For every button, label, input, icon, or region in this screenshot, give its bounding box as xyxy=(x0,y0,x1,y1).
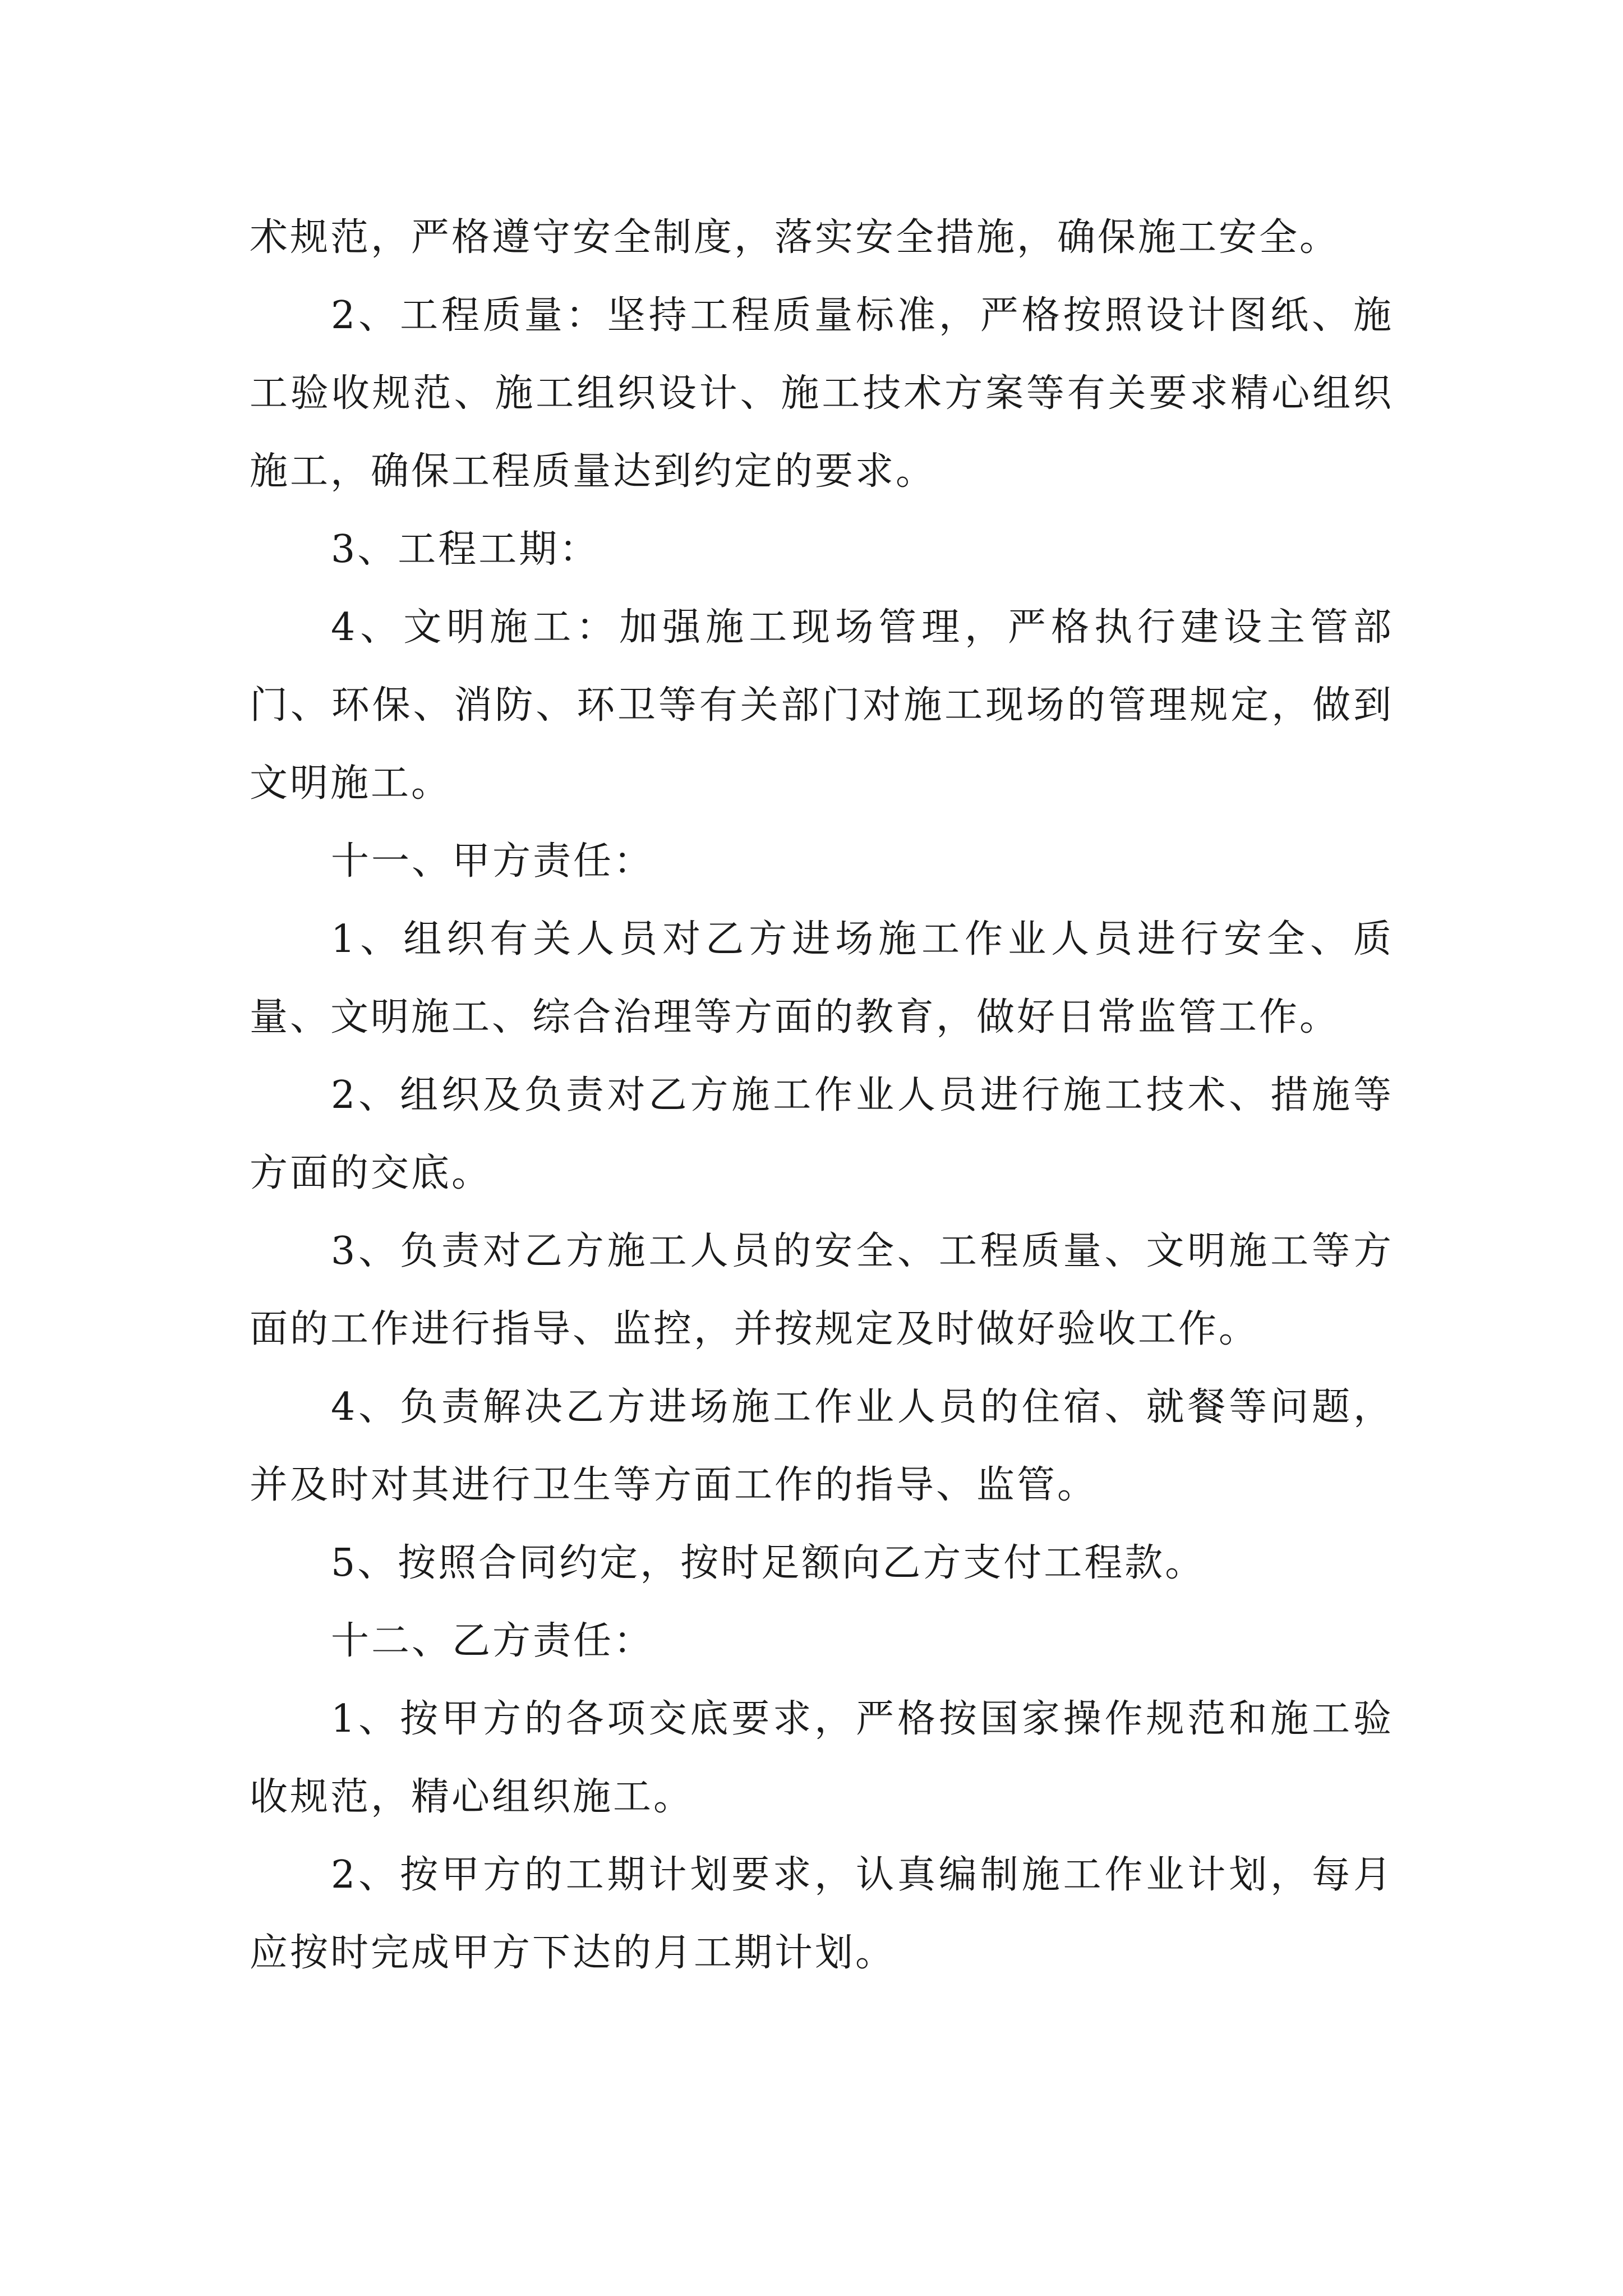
paragraph-party-a-item-5: 5、按照合同约定，按时足额向乙方支付工程款。 xyxy=(331,1541,1206,1585)
paragraph-civilized-construction: 4、文明施工：加强施工现场管理，严格执行建设主管部门、环保、消防、环卫等有关部门对施工现场的管理规定，做到文明施工。 xyxy=(250,605,1394,806)
paragraph-party-b-item-1: 1、按甲方的各项交底要求，严格按国家操作规范和施工验收规范，精心组织施工。 xyxy=(250,1697,1394,1819)
paragraph-party-a-item-3: 3、负责对乙方施工人员的安全、工程质量、文明施工等方面的工作进行指导、监控，并按规定及时做好验收工作。 xyxy=(250,1229,1394,1351)
paragraph-party-a-item-1: 1、组织有关人员对乙方进场施工作业人员进行安全、质量、文明施工、综合治理等方面的教育，做好日常监管工作。 xyxy=(250,917,1394,1039)
heading-party-b-responsibility: 十二、乙方责任： xyxy=(331,1619,654,1663)
paragraph-continuation: 术规范，严格遵守安全制度，落实安全措施，确保施工安全。 xyxy=(250,215,1340,260)
paragraph-party-a-item-2: 2、组织及负责对乙方施工作业人员进行施工技术、措施等方面的交底。 xyxy=(250,1073,1394,1195)
paragraph-party-b-item-2: 2、按甲方的工期计划要求，认真编制施工作业计划，每月应按时完成甲方下达的月工期计划。 xyxy=(250,1853,1394,1975)
heading-party-a-responsibility: 十一、甲方责任： xyxy=(331,839,654,884)
paragraph-engineering-schedule: 3、工程工期： xyxy=(331,527,600,572)
document-body xyxy=(250,199,1394,1992)
paragraph-engineering-quality: 2、工程质量：坚持工程质量标准，严格按照设计图纸、施工验收规范、施工组织设计、施工技术方案等有关要求精心组织施工，确保工程质量达到约定的要求。 xyxy=(250,293,1394,494)
paragraph-party-a-item-4: 4、负责解决乙方进场施工作业人员的住宿、就餐等问题，并及时对其进行卫生等方面工作的指导、监管。 xyxy=(250,1385,1394,1507)
